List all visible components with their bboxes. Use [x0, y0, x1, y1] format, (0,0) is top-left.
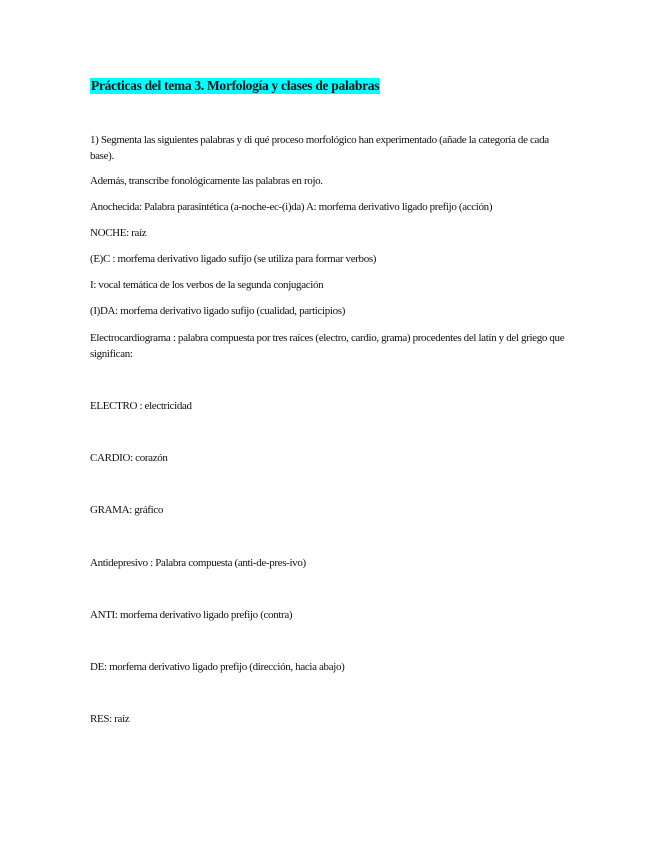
paragraph-electrocardiograma: Electrocardiograma : palabra compuesta por tres raíces (electro, cardio, grama) procedentes del latín y del griego que significan:: [90, 332, 565, 360]
paragraph-anti: ANTI: morfema derivativo ligado prefijo (contra): [90, 609, 293, 621]
title-highlight: Prácticas del tema 3. Morfología y clases de palabras: [91, 78, 380, 93]
paragraph-grama: GRAMA: gráfico: [90, 504, 164, 516]
document-title: [90, 77, 380, 94]
paragraph-electro: ELECTRO : electricidad: [90, 400, 192, 412]
paragraph-anochecida: Anochecida: Palabra parasintética (a-noche-ec-(i)da) A: morfema derivativo ligado prefijo (acción): [90, 201, 493, 213]
paragraph-res: RES: raíz: [90, 713, 130, 725]
paragraph-noche: NOCHE: raíz: [90, 227, 147, 239]
paragraph-transcribe: Además, transcribe fonológicamente las palabras en rojo.: [90, 175, 323, 187]
paragraph-vocal-tematica: I: vocal temática de los verbos de la segunda conjugación: [90, 279, 324, 291]
paragraph-de: DE: morfema derivativo ligado prefijo (dirección, hacia abajo): [90, 661, 345, 673]
paragraph-ec: (E)C : morfema derivativo ligado sufijo (se utiliza para formar verbos): [90, 253, 377, 265]
paragraph-cardio: CARDIO: corazón: [90, 452, 168, 464]
paragraph-ida: (I)DA: morfema derivativo ligado sufijo (cualidad, participios): [90, 305, 346, 317]
paragraph-instruction: 1) Segmenta las siguientes palabras y di qué proceso morfológico han experimentado (añade la categoría de cada base).: [90, 134, 549, 162]
paragraph-antidepresivo: Antidepresivo : Palabra compuesta (anti-de-pres-ivo): [90, 557, 306, 569]
